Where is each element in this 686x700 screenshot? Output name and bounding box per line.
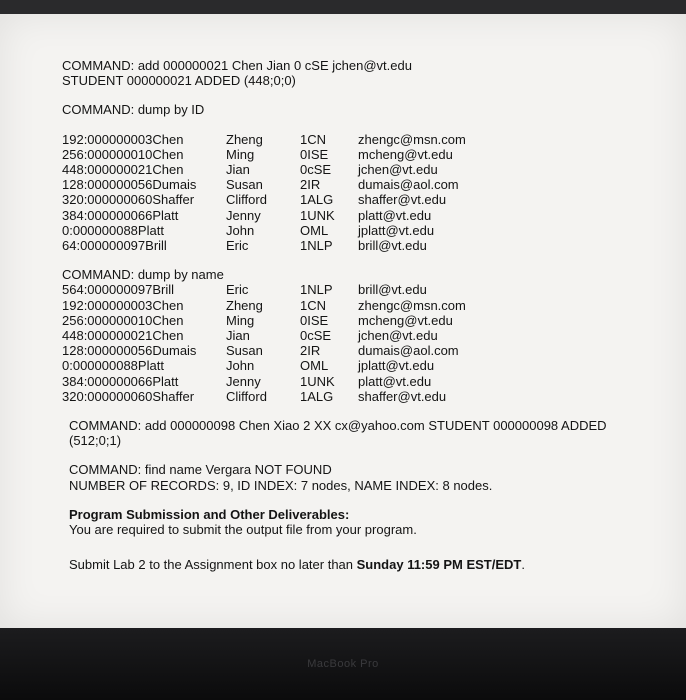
dump-name-row [62,298,466,313]
first-name: Jian [226,328,250,344]
dump-id-row [62,223,466,238]
first-name: John [226,358,255,374]
deliverables-text: You are required to submit the output file from your program. [69,522,417,538]
submit-prefix: Submit Lab 2 to the Assignment box no later than [69,557,357,573]
course-code: 1CN [300,297,327,313]
course-code: OML [300,358,329,374]
command-add-1: COMMAND: add 000000021 Chen Jian 0 cSE jchen@vt.edu [62,58,412,73]
device-brand: MacBook Pro [307,658,379,670]
record-key: 0:000000088Platt [62,358,164,374]
dump-name-row [62,282,466,297]
record-key: 448:000000021Chen [62,328,184,344]
course-code: 1UNK [300,373,335,389]
email-address: brill@vt.edu [358,282,427,298]
record-key: 320:000000060Shaffer [62,388,195,404]
record-key: 320:000000060Shaffer [62,192,195,208]
dump-id-row [62,132,466,147]
dump-by-name-table [62,282,466,404]
course-code: OML [300,222,329,238]
dump-name-row [62,328,466,343]
course-code: 1NLP [300,282,333,298]
records-summary: NUMBER OF RECORDS: 9, ID INDEX: 7 nodes, NAME INDEX: 8 nodes. [69,477,493,493]
email-address: zhengc@msn.com [358,297,466,313]
record-key: 448:000000021Chen [62,162,184,178]
laptop-bezel [0,628,686,700]
email-address: jplatt@vt.edu [358,358,435,374]
first-name: Jenny [226,207,261,223]
first-name: Ming [226,312,255,328]
first-name: Eric [226,282,249,298]
email-address: shaffer@vt.edu [358,388,447,404]
email-address: shaffer@vt.edu [358,192,447,208]
record-key: 64:000000097Brill [62,238,167,254]
record-key: 0:000000088Platt [62,222,164,238]
first-name: Ming [226,146,255,162]
command-dump-by-name: COMMAND: dump by name [62,267,224,283]
dump-name-row [62,358,466,373]
dump-name-row [62,389,466,404]
email-address: mcheng@vt.edu [358,146,453,162]
course-code: 2IR [300,343,321,359]
deliverables-heading: Program Submission and Other Deliverables: [69,506,350,522]
course-code: 2IR [300,177,321,193]
email-address: brill@vt.edu [358,238,427,254]
dump-name-row [62,343,466,358]
command-dump-by-id: COMMAND: dump by ID [62,102,205,118]
first-name: Eric [226,238,249,254]
email-address: jchen@vt.edu [358,328,438,344]
email-address: zhengc@msn.com [358,131,466,147]
email-address: dumais@aol.com [358,177,459,193]
record-key: 256:000000010Chen [62,312,184,328]
record-key: 128:000000056Dumais [62,343,197,359]
first-name: Zheng [226,297,263,313]
screen [0,14,686,628]
record-key: 192:000000003Chen [62,131,184,147]
dump-id-row [62,147,466,162]
record-key: 192:000000003Chen [62,297,184,313]
course-code: 0ISE [300,312,329,328]
command-find: COMMAND: find name Vergara NOT FOUND [69,462,332,478]
course-code: 1UNK [300,207,335,223]
first-name: Jian [226,162,250,178]
dump-name-row [62,313,466,328]
first-name: Zheng [226,131,263,147]
email-address: platt@vt.edu [358,373,432,389]
submit-instruction [62,557,642,572]
course-code: 0ISE [300,146,329,162]
command-add-2: COMMAND: add 000000098 Chen Xiao 2 XX cx@yahoo.com STUDENT 000000098 ADDED (512;0;1) [69,418,607,449]
first-name: Clifford [226,192,267,208]
email-address: dumais@aol.com [358,343,459,359]
first-name: Susan [226,343,263,359]
record-key: 564:000000097Brill [62,282,175,298]
record-key: 128:000000056Dumais [62,177,197,193]
email-address: jchen@vt.edu [358,162,438,178]
email-address: mcheng@vt.edu [358,312,453,328]
dump-id-row [62,192,466,207]
course-code: 1ALG [300,388,334,404]
first-name: Susan [226,177,263,193]
dump-by-id-table [62,132,466,254]
course-code: 1NLP [300,238,333,254]
first-name: John [226,222,255,238]
first-name: Jenny [226,373,261,389]
dump-name-row [62,374,466,389]
result-add-1: STUDENT 000000021 ADDED (448;0;0) [62,73,296,89]
course-code: 0cSE [300,328,332,344]
record-key: 384:000000066Platt [62,373,179,389]
document-body [62,58,642,572]
record-key: 256:000000010Chen [62,146,184,162]
course-code: 0cSE [300,162,332,178]
dump-id-row [62,162,466,177]
first-name: Clifford [226,388,267,404]
screen-top-bezel [0,0,686,14]
submit-deadline: Sunday 11:59 PM EST/EDT [356,557,522,573]
record-key: 384:000000066Platt [62,207,179,223]
dump-id-row [62,177,466,192]
dump-id-row [62,238,466,253]
email-address: platt@vt.edu [358,207,432,223]
dump-id-row [62,208,466,223]
course-code: 1CN [300,131,327,147]
course-code: 1ALG [300,192,334,208]
submit-suffix: . [521,557,525,573]
email-address: jplatt@vt.edu [358,222,435,238]
